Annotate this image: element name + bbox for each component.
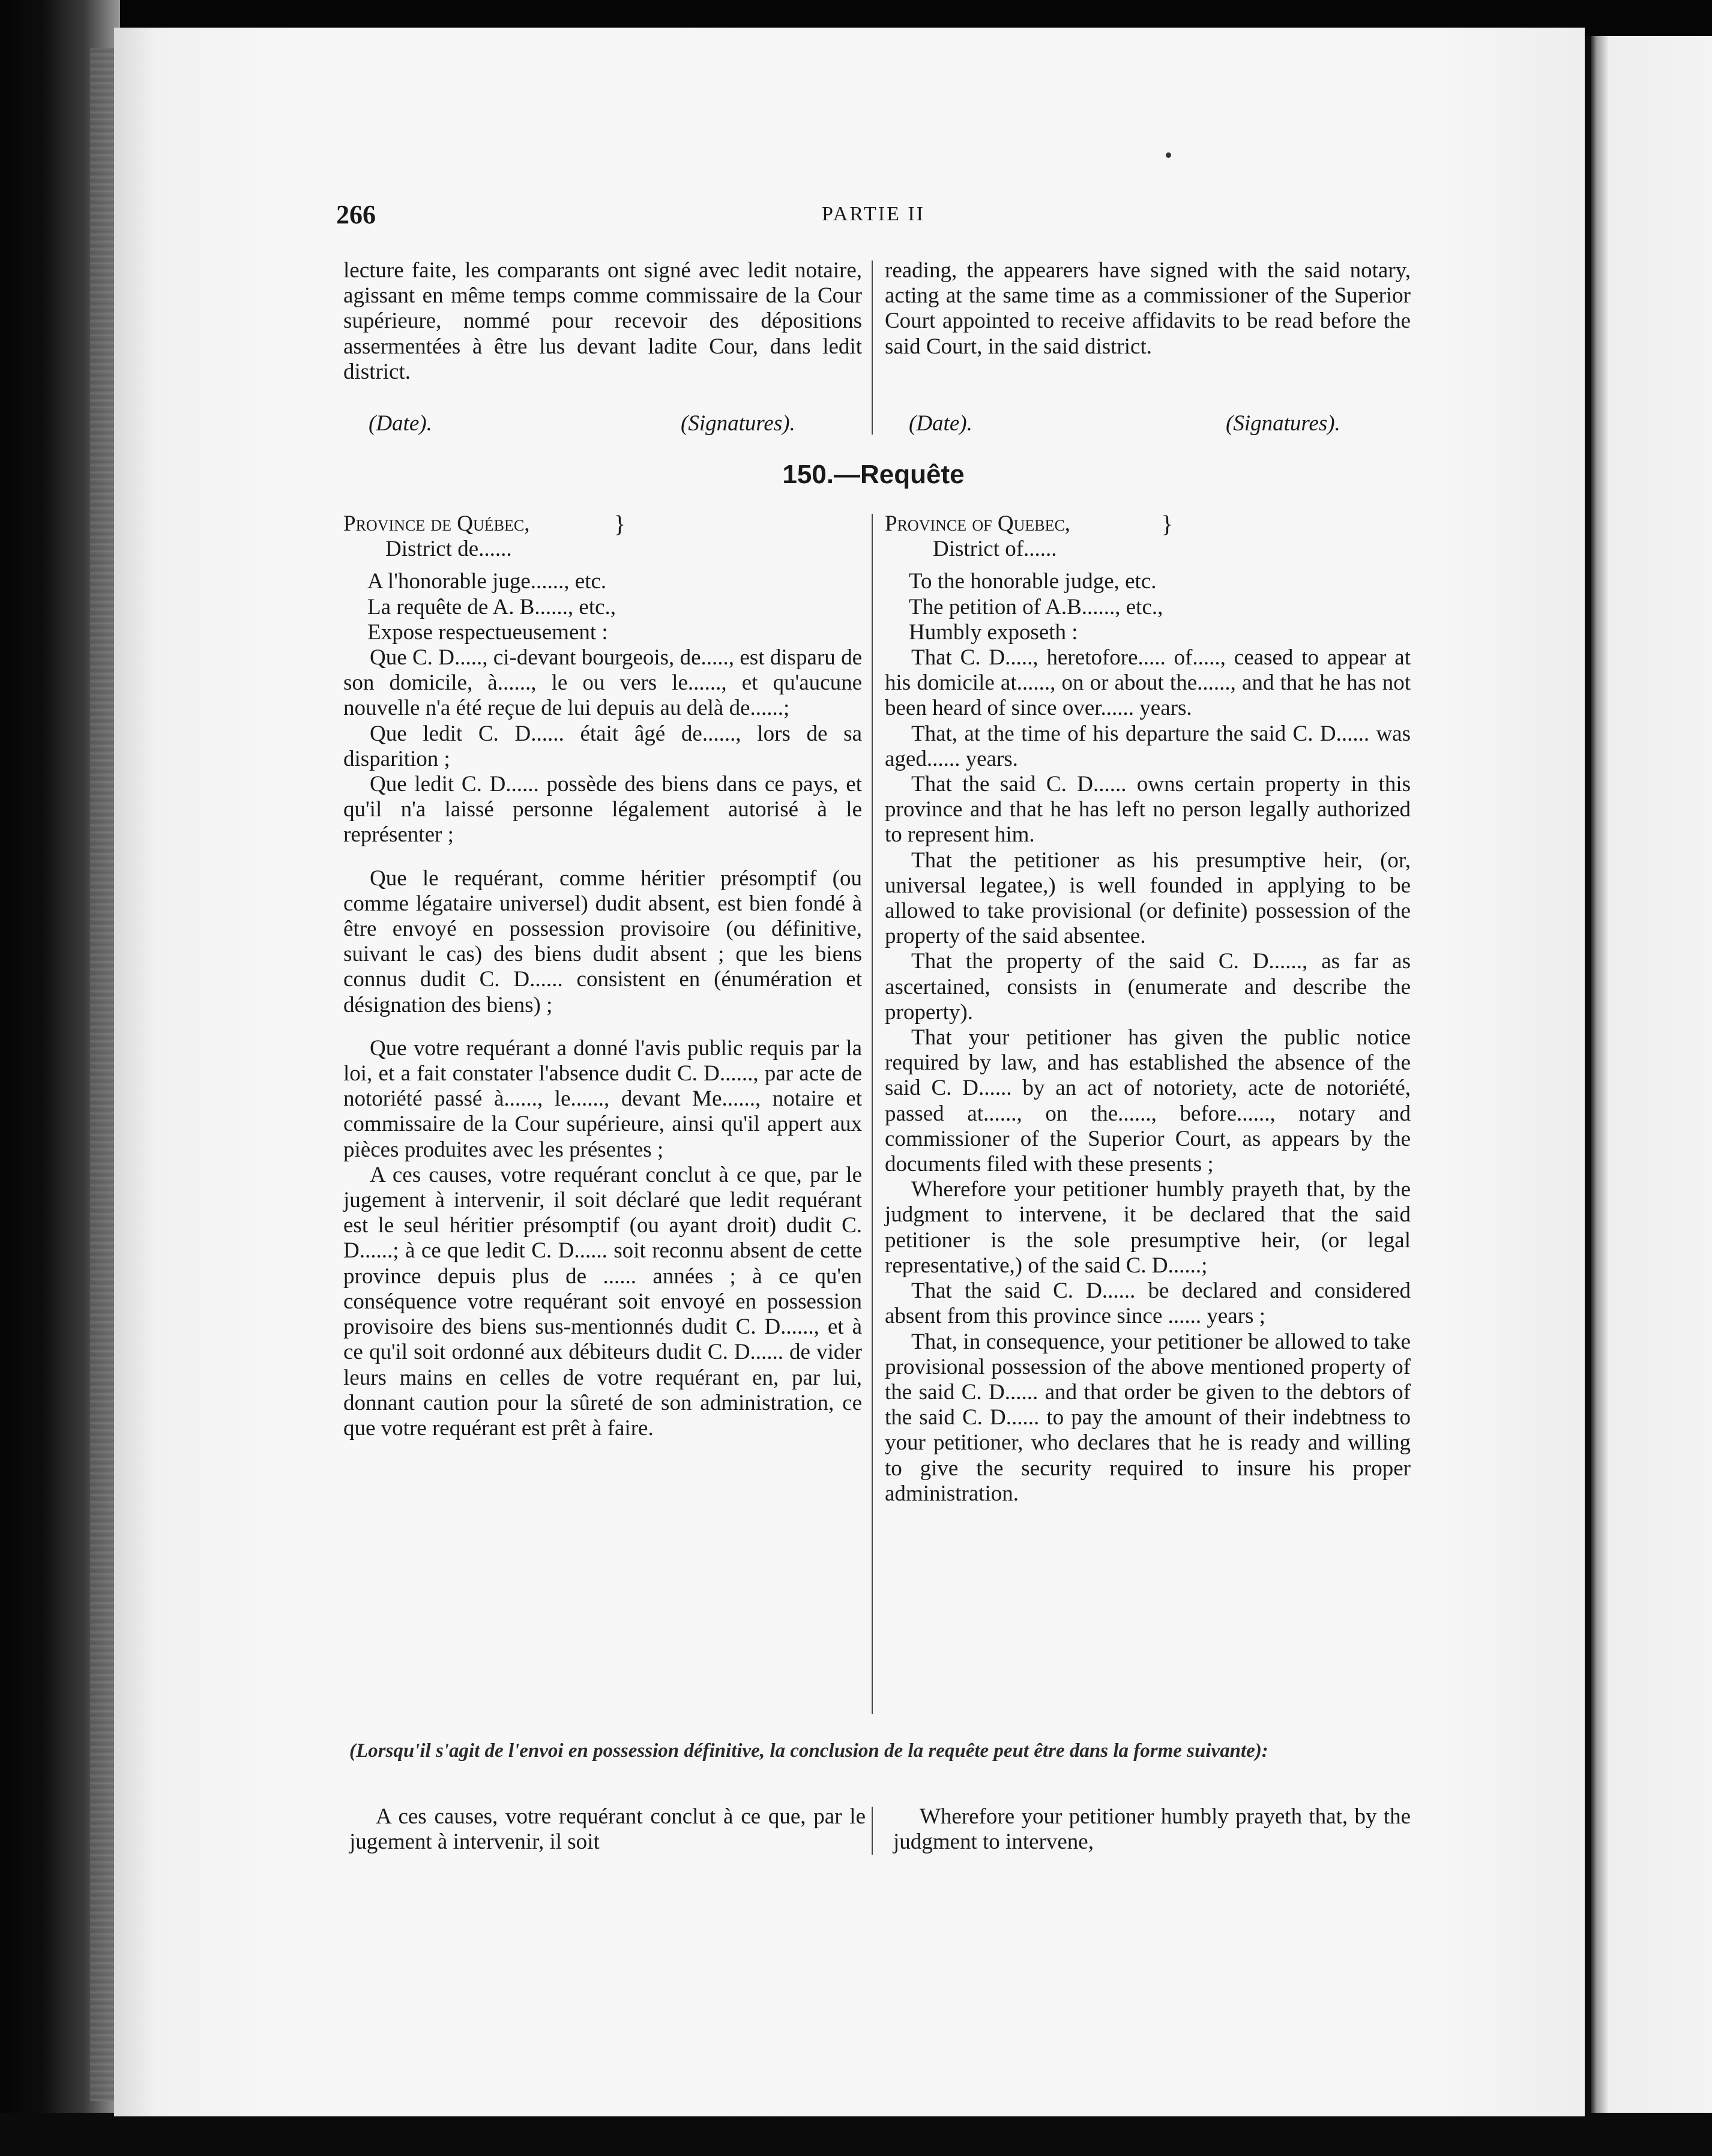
right-petition-of: The petition of A.B......, etc., [909, 594, 1163, 619]
page-number: 266 [336, 200, 376, 229]
right-paragraph: That the said C. D...... owns certain property in this province and that he has left no person legally authorized to represent him. [885, 772, 1411, 848]
right-province: Province of Quebec, [885, 511, 1071, 536]
english-column [885, 511, 1411, 1507]
intro-right-column [885, 258, 1411, 360]
right-paragraph: That your petitioner has given the public notice required by law, and has established the absence of the said C. D...... by an act of notoriety, acte de notoriété, passed at......, on the......, before......, notary and commissioner of the Superior Court, as appears by the documents filed with these presents ; [885, 1025, 1411, 1177]
intro-right-signatures: (Signatures). [1226, 411, 1340, 436]
left-salutation: A l'honorable juge......, etc. [367, 569, 607, 594]
right-province-line [885, 511, 1173, 537]
intro-right-text: reading, the appearers have signed with the said notary, acting at the same time as a commissioner of the Superior Court appointed to receive affidavits to be read before the said Court, in the said district. [885, 258, 1411, 359]
page-speck [1166, 152, 1171, 158]
italic-note: (Lorsqu'il s'agit de l'envoi en possession définitive, la conclusion de la requête peut être dans la forme suivante): [349, 1740, 1268, 1762]
intro-left-date: (Date). [369, 411, 432, 436]
left-district: District de...... [385, 537, 512, 562]
left-petition-of: La requête de A. B......, etc., [367, 594, 616, 619]
intro-column-divider [872, 260, 873, 435]
running-title: PARTIE II [822, 203, 925, 225]
right-paragraph: That the property of the said C. D......, as far as ascertained, consists in (enumerate and describe the property). [885, 949, 1411, 1025]
right-paragraph: Wherefore your petitioner humbly prayeth that, by the judgment to intervene, it be declared that the said petitioner is the sole presumptive heir, (or legal representative,) of the said C. D......; [885, 1177, 1411, 1278]
running-head [336, 199, 1411, 229]
right-brace: } [1161, 510, 1173, 537]
right-paragraph: That the petitioner as his presumptive heir, (or, universal legatee,) is well founded in applying to be allowed to take provisional (or definite) possession of the property of the said absentee. [885, 848, 1411, 949]
left-paragraph: Que le requérant, comme héritier présomptif (ou comme légataire universel) dudit absent, est bien fondé à être envoyé en possession provisoire (ou définitive, suivant le cas) des biens dudit absent ; que les biens connus dudit C. D...... consistent en (énumération et désignation des biens) ; [343, 866, 862, 1017]
intro-right-date: (Date). [909, 411, 972, 436]
intro-left-text: lecture faite, les comparants ont signé avec ledit notaire, agissant en même temps comme commissaire de la Cour supérieure, nommé pour recevoir des dépositions assermentées à être lus devant ladite Cour, dans ledit district. [343, 258, 862, 384]
intro-left-column [343, 258, 862, 385]
right-paragraph: That, at the time of his departure the said C. D...... was aged...... years. [885, 721, 1411, 771]
left-expose: Expose respectueusement : [367, 619, 608, 645]
main-column-divider [872, 514, 873, 1714]
left-paragraph: Que ledit C. D...... possède des biens dans ce pays, et qu'il n'a laissé personne légalement autorisé à le représenter ; [343, 772, 862, 848]
french-column [343, 511, 862, 1441]
left-paragraph: Que C. D....., ci-devant bourgeois, de....., est disparu de son domicile, à......, le ou vers le......, et qu'aucune nouvelle n'a été reçue de lui depuis au delà de......; [343, 645, 862, 721]
right-paragraph: That, in consequence, your petitioner be allowed to take provisional possession of the above mentioned property of the said C. D...... and that order be given to the debtors of the said C. D...... to pay the amount of their indebtness to your petitioner, who declares that he is ready and willing to give the security required to insure his proper administration. [885, 1329, 1411, 1506]
intro-left-signatures: (Signatures). [681, 411, 795, 436]
left-province-line [343, 511, 625, 537]
section-heading: 150.—Requête [782, 460, 965, 489]
right-district: District of...... [933, 537, 1057, 562]
right-salutation: To the honorable judge, etc. [909, 569, 1157, 594]
bottom-right-text: Wherefore your petitioner humbly prayeth that, by the judgment to intervene, [893, 1804, 1411, 1854]
right-paragraph: That C. D....., heretofore..... of....., ceased to appear at his domicile at......, on or about the......, and that he has not been heard of since over...... years. [885, 645, 1411, 721]
right-exposeth: Humbly exposeth : [909, 619, 1078, 645]
right-paragraph: That the said C. D...... be declared and considered absent from this province since ...... years ; [885, 1278, 1411, 1329]
scan-bottom-border [0, 2113, 1712, 2156]
binding-strip [90, 48, 114, 2101]
bottom-left-text: A ces causes, votre requérant conclut à ce que, par le jugement à intervenir, il soit [349, 1804, 866, 1854]
left-paragraph: A ces causes, votre requérant conclut à ce que, par le jugement à intervenir, il soit déclaré que ledit requérant est le seul héritier présomptif (ou ayant droit) dudit C. D......; à ce que ledit C. D...... soit reconnu absent de cette province depuis plus de ...... années ; à ce qu'en conséquence votre requérant soit envoyé en possession provisoire des biens sus-mentionnés dudit C. D......, et à ce qu'il soit ordonné aux débiteurs dudit C. D...... de vider leurs mains en celles de votre requérant en, par lui, donnant caution pour la sûreté de son administration, ce que votre requérant est prêt à faire. [343, 1162, 862, 1441]
left-paragraph: Que votre requérant a donné l'avis public requis par la loi, et a fait constater l'absence dudit C. D......, par acte de notoriété passé à......, le......, devant Me......, notaire et commissaire de la Cour supérieure, ainsi qu'il appert aux pièces produites avec les présentes ; [343, 1035, 862, 1162]
bottom-column-divider [872, 1807, 873, 1855]
left-paragraph: Que ledit C. D...... était âgé de......, lors de sa disparition ; [343, 721, 862, 771]
next-page-edge [1591, 36, 1712, 2156]
left-brace: } [613, 510, 625, 537]
left-province: Province de Québec, [343, 511, 530, 536]
